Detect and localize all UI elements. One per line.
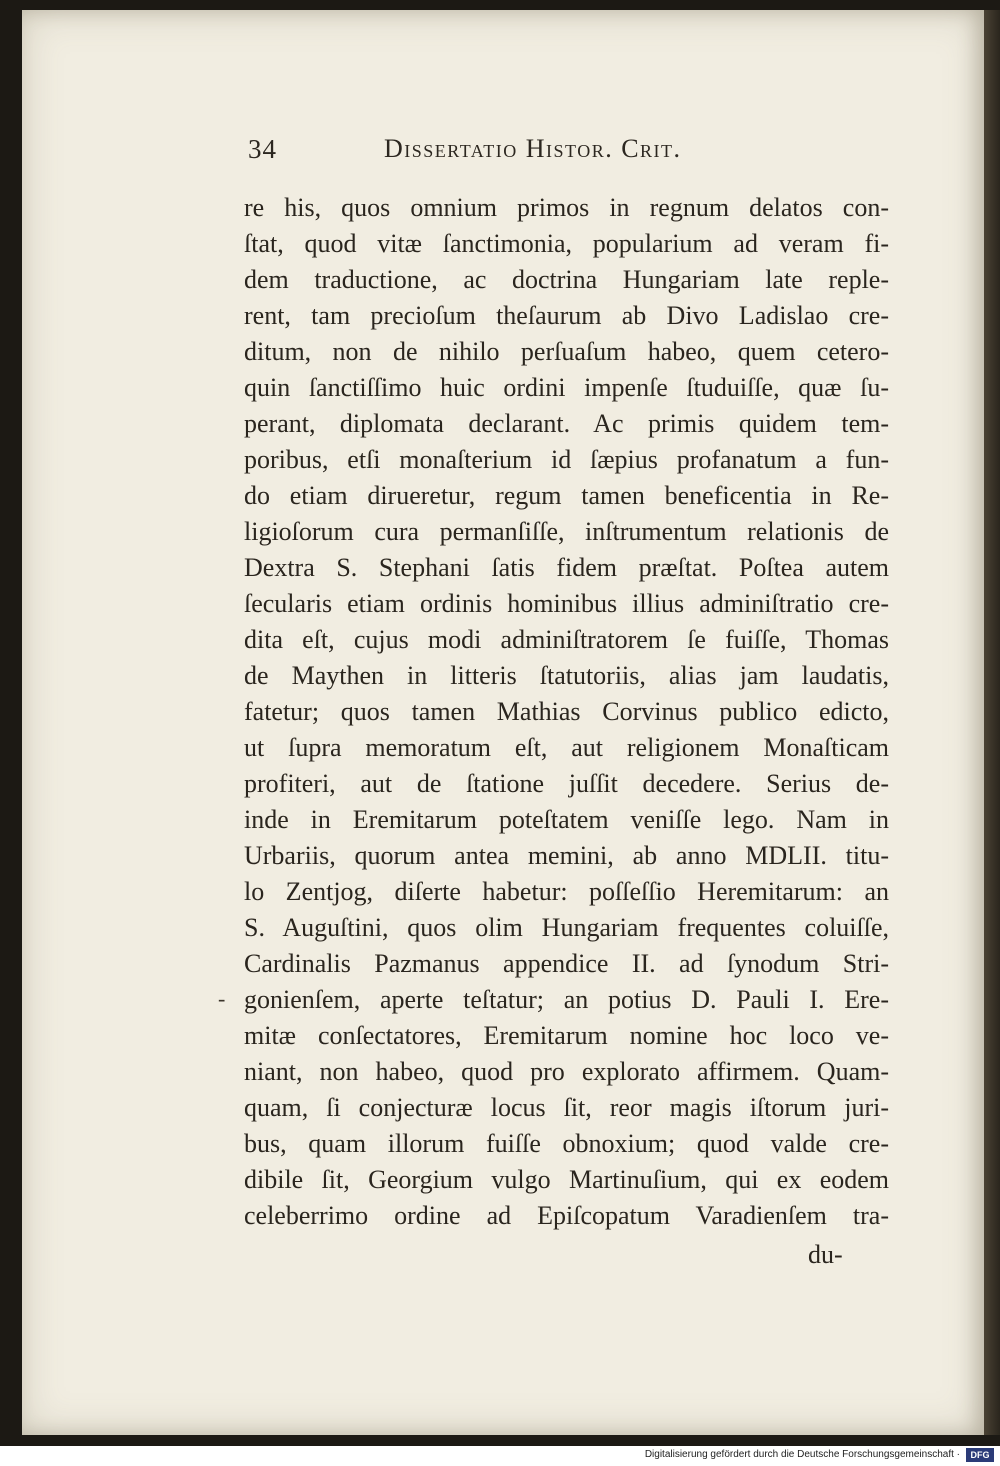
text-line: celeberrimo ordine ad Epiſcopatum Varadienſem tra-	[244, 1201, 889, 1230]
text-line: de Maythen in litteris ſtatutoriis, alias jam laudatis,	[244, 661, 889, 690]
dfg-logo: DFG	[966, 1448, 994, 1462]
text-line: niant, non habeo, quod pro explorato affirmem. Quam-	[244, 1057, 889, 1086]
text-line: Cardinalis Pazmanus appendice II. ad ſynodum Stri-	[244, 949, 889, 978]
text-line: fatetur; quos tamen Mathias Corvinus publico edicto,	[244, 697, 889, 726]
page-number: 34	[248, 134, 277, 164]
text-line: ligioſorum cura permanſiſſe, inſtrumentum relationis de	[244, 517, 889, 546]
running-title: Dissertatio Histor. Crit.	[384, 134, 682, 163]
text-line: ditum, non de nihilo perſuaſum habeo, quem cetero-	[244, 337, 889, 366]
text-line: ut ſupra memoratum eſt, aut religionem Monaſticam	[244, 733, 889, 762]
text-line: dibile ſit, Georgium vulgo Martinuſium, qui ex eodem	[244, 1165, 889, 1194]
digitization-footer	[0, 1446, 1000, 1466]
text-line: bus, quam illorum fuiſſe obnoxium; quod valde cre-	[244, 1129, 889, 1158]
body-text	[244, 190, 889, 1234]
text-line: perant, diplomata declarant. Ac primis quidem tem-	[244, 409, 889, 438]
text-line: ſecularis etiam ordinis hominibus illius adminiſtratio cre-	[244, 589, 889, 618]
text-line: Dextra S. Stephani ſatis fidem præſtat. Poſtea autem	[244, 553, 889, 582]
text-line: inde in Eremitarum poteſtatem veniſſe lego. Nam in	[244, 805, 889, 834]
catchword: du-	[808, 1240, 843, 1269]
page-header	[248, 134, 768, 174]
page-edge-shadow	[984, 10, 1000, 1435]
text-line: Urbariis, quorum antea memini, ab anno MDLII. titu-	[244, 841, 889, 870]
text-line: ſtat, quod vitæ ſanctimonia, popularium ad veram fi-	[244, 229, 889, 258]
text-line: profiteri, aut de ſtatione juſſit decedere. Serius de-	[244, 769, 889, 798]
text-line: dem traductione, ac doctrina Hungariam late reple-	[244, 265, 889, 294]
margin-mark: -	[218, 986, 226, 1011]
text-line: do etiam dirueretur, regum tamen beneficentia in Re-	[244, 481, 889, 510]
text-line: quin ſanctiſſimo huic ordini impenſe ſtuduiſſe, quæ ſu-	[244, 373, 889, 402]
text-line: mitæ conſectatores, Eremitarum nomine hoc loco ve-	[244, 1021, 889, 1050]
footer-credit: Digitalisierung gefördert durch die Deutsche Forschungsgemeinschaft ·	[644, 1449, 960, 1460]
text-line: poribus, etſi monaſterium id ſæpius profanatum a fun-	[244, 445, 889, 474]
text-line: S. Auguſtini, quos olim Hungariam frequentes coluiſſe,	[244, 913, 889, 942]
text-line: lo Zentjog, diſerte habetur: poſſeſſio Heremitarum: an	[244, 877, 889, 906]
text-line: dita eſt, cujus modi adminiſtratorem ſe fuiſſe, Thomas	[244, 625, 889, 654]
text-line: gonienſem, aperte teſtatur; an potius D. Pauli I. Ere-	[244, 985, 889, 1014]
text-line: quam, ſi conjecturæ locus ſit, reor magis iſtorum juri-	[244, 1093, 889, 1122]
text-line: re his, quos omnium primos in regnum delatos con-	[244, 193, 889, 222]
text-line: rent, tam precioſum theſaurum ab Divo Ladislao cre-	[244, 301, 889, 330]
